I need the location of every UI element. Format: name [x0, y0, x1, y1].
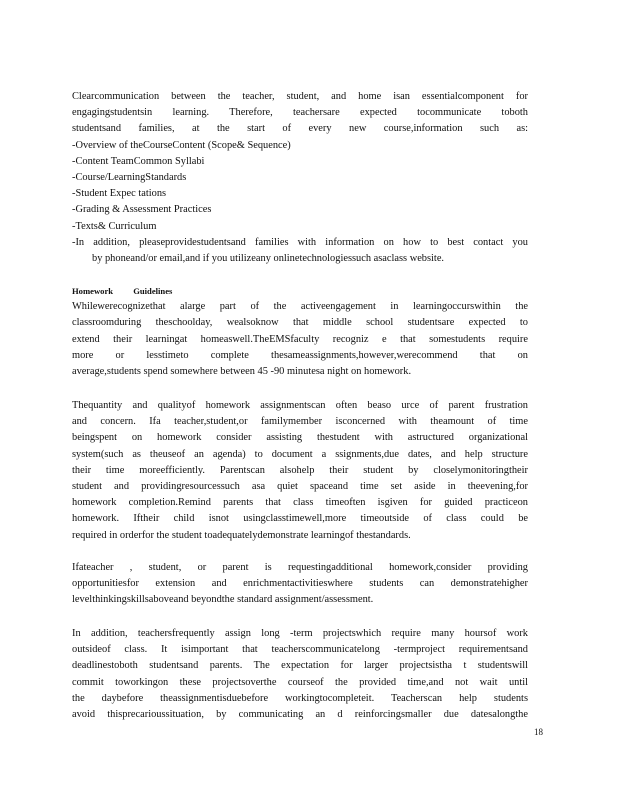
text-line: beingspent on homework consider assisting thestudent with astructured organizational [72, 432, 528, 444]
text-line: Whilewerecognizethat alarge part of the activeengagement in learningoccurswithin the [72, 301, 528, 313]
text-line: the daybefore theassignmentisduebefore workingtocompleteit. Teacherscan help students [72, 692, 528, 704]
text-line: deadlinestoboth studentsand parents. The expectation for larger projectsistha t studentswill [72, 660, 528, 672]
text-line: student and providingresourcessuch asa quiet spaceand time set aside in theevening,for [72, 480, 528, 492]
section-heading: Homework Guidelines [72, 286, 173, 296]
text-line: by phoneand/or email,and if you utilizeany onlinetechnologiessuch asaclass website. [92, 252, 445, 264]
page-number: 18 [534, 727, 543, 737]
text-line: homework completion.Remind parents that class timeoften isgiven for guided practiceon [72, 497, 528, 509]
text-line: -Grading & Assessment Practices [72, 204, 212, 216]
text-line: Clearcommunication between the teacher, student, and home isan essentialcomponent for [72, 91, 528, 102]
homework-section [72, 283, 528, 380]
text-line: outsideof class. It isimportant that teacherscommunicatelong -termproject requirementsand [72, 644, 528, 656]
text-line: commit toworkingon these projectsoverthe courseof the provided time,and not wait until [72, 676, 528, 688]
text-line: average,students spend somewhere between 45 -90 minutesa night on homework. [72, 365, 412, 377]
text-line: and concern. Ifa teacher,student,or familymember isconcerned with theamount of time [72, 416, 528, 428]
text-line: their time moreefficiently. Parentscan alsohelp their student by closelymonitoringtheir [72, 464, 528, 476]
text-line: avoid thisprecarioussituation, by communicating an d reinforcingsmaller due datesalongthe [72, 708, 528, 720]
text-line: In addition, teachersfrequently assign long -term projectswhich require many hoursof work [72, 628, 528, 639]
text-line: levelthinkingskillsaboveand beyondthe standard assignment/assessment. [72, 594, 374, 606]
additional-paragraph [72, 560, 528, 609]
quantity-paragraph [72, 398, 528, 544]
text-line: -In addition, pleaseprovidestudentsand families with information on how to best contact you [72, 236, 528, 248]
text-line: -Overview of theCourseContent (Scope& Sequence) [72, 139, 291, 151]
text-line: classroomduring theschoolday, wealsoknow that middle school studentsare expected to [72, 317, 528, 329]
projects-paragraph [72, 626, 528, 723]
text-line: more or lesstimeto complete thesameassignments,however,werecommend that on [72, 349, 528, 361]
text-line: homework. Iftheir child isnot usingclasstimewell,more timeoutside of class could be [72, 513, 528, 525]
text-line: -Texts& Curriculum [72, 220, 157, 232]
text-line: -Content TeamCommon Syllabi [72, 155, 205, 167]
text-line: required in orderfor the student toadequatelydemonstrate learningof thestandards. [72, 529, 411, 541]
text-line: extend their learningat homeaswell.TheEMSfaculty recogniz e that somestudents require [72, 333, 528, 345]
text-line: -Course/LearningStandards [72, 171, 187, 183]
text-line: system(such as theuseof an agenda) to document a ssignments,due dates, and help structure [72, 448, 528, 460]
text-line: Ifateacher , student, or parent is requestingadditional homework,consider providing [72, 562, 528, 573]
text-line: opportunitiesfor extension and enrichmentactivitieswhere students can demonstratehigher [72, 578, 528, 590]
text-line: Thequantity and qualityof homework assignmentscan often beaso urce of parent frustration [72, 400, 528, 411]
text-line: -Student Expec tations [72, 188, 167, 200]
text-line: engagingstudentsin learning. Therefore, teachersare expected tocommunicate toboth [72, 107, 528, 119]
intro-paragraph [72, 89, 528, 267]
text-line: studentsand families, at the start of every new course,information such as: [72, 123, 528, 135]
